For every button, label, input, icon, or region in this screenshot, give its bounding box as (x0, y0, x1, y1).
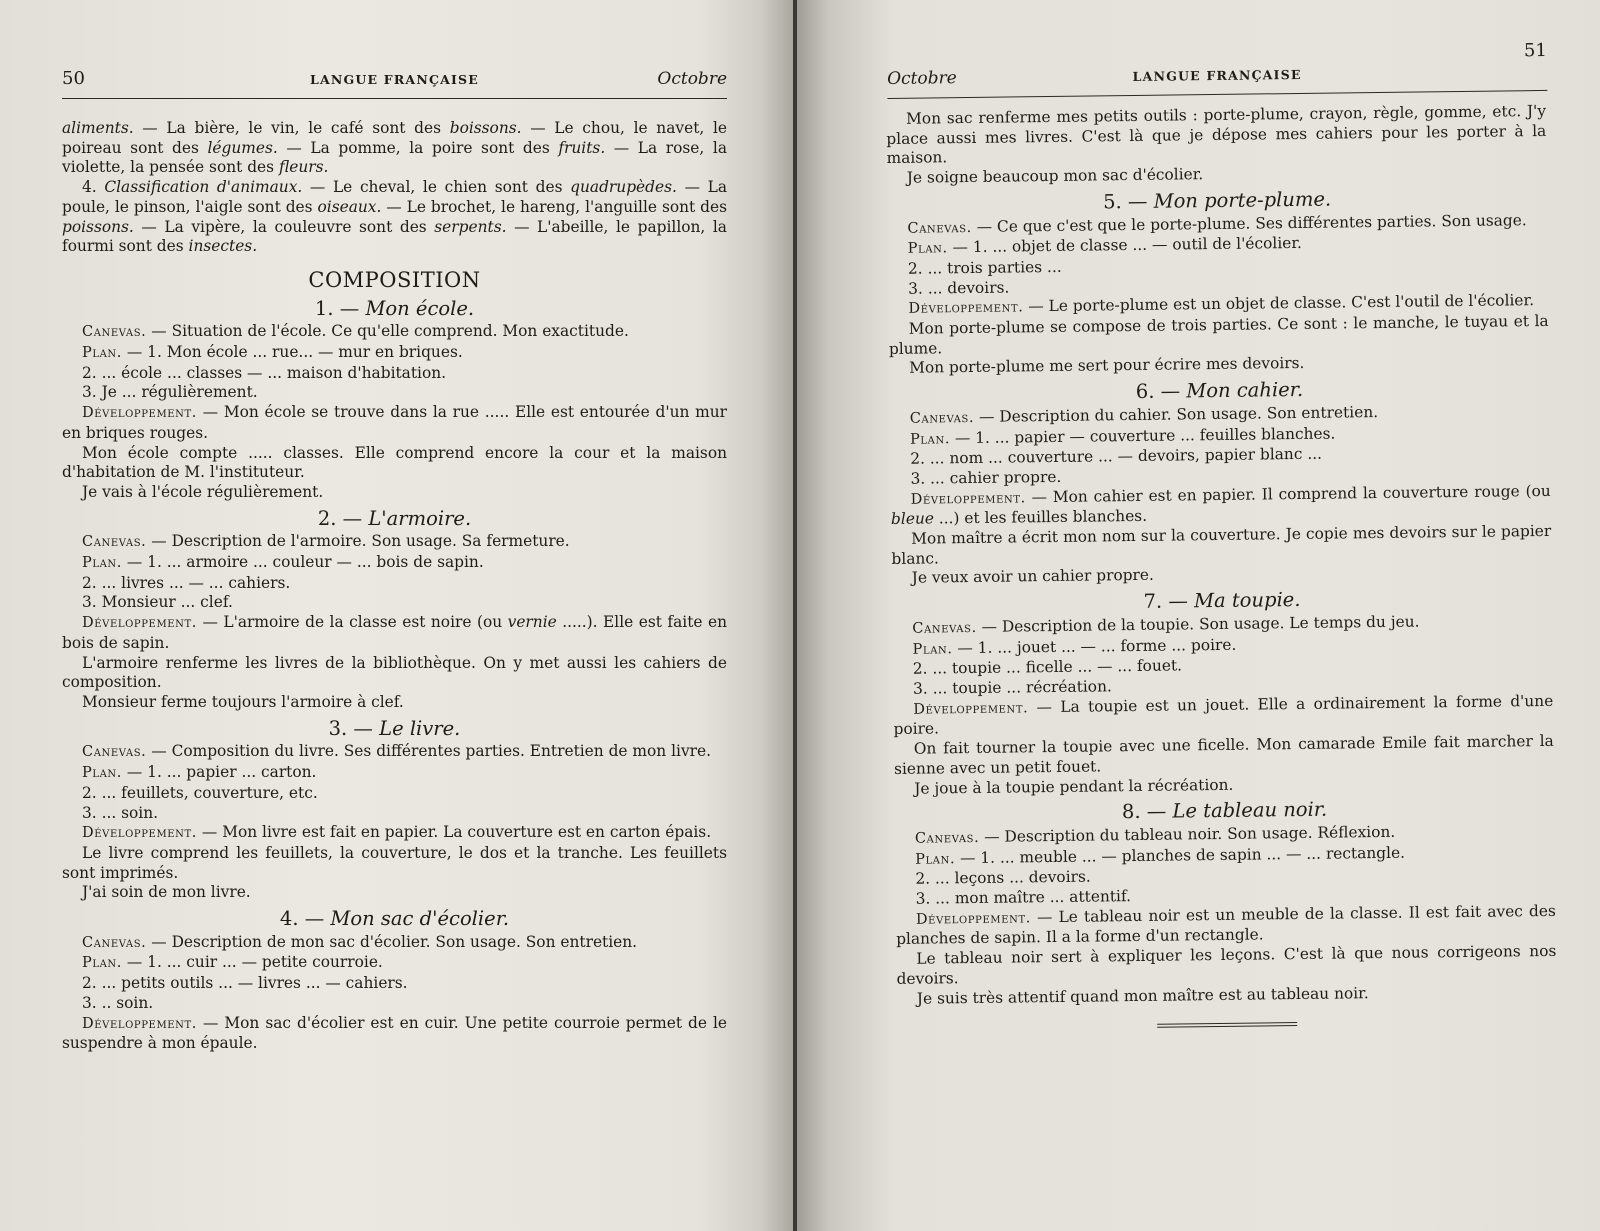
end-rule (1157, 1022, 1297, 1028)
developpement-line: Le livre comprend les feuillets, la couverture, le dos et la tranche. Les feuillets sont imprimés. (62, 843, 727, 882)
composition-heading: 3. — Le livre. (328, 716, 461, 740)
developpement-line: Je suis très attentif quand mon maître est au tableau noir. (916, 983, 1369, 1008)
left-page (0, 0, 793, 1231)
continuation-paragraph: Mon sac renferme mes petits outils : porte-plume, crayon, règle, gomme, etc. J'y place aussi mes livres. C'est là que je dépose mes cahiers pour les porter à la maison. (886, 101, 1547, 168)
right-page-header (887, 39, 1547, 99)
month-label: Octobre (657, 69, 727, 89)
developpement-line: Développement. — Mon école se trouve dans la rue ..... Elle est entourée d'un mur en briques rouges. (62, 403, 727, 442)
developpement-line: Mon porte-plume se compose de trois parties. Ce sont : le manche, le tuyau et la plume. (888, 311, 1549, 358)
plan-line: 2. ... leçons ... devoirs. (915, 867, 1091, 889)
page-number: 50 (62, 68, 85, 89)
composition-heading: 4. — Mon sac d'écolier. (279, 907, 510, 931)
running-head: LANGUE FRANÇAISE (1132, 66, 1302, 84)
plan-line: Plan. — 1. ... armoire ... couleur — ... bois de sapin. (82, 553, 484, 572)
canevas-line: Canevas. — Ce que c'est que le porte-plume. Ses différentes parties. Son usage. (907, 210, 1527, 237)
plan-line: Plan. — 1. ... jouet ... — ... forme ... poire. (912, 635, 1237, 658)
developpement-line: On fait tourner la toupie avec une ficelle. Mon camarade Emile fait marcher la sienne avec un petit fouet. (893, 731, 1554, 778)
page-number: 51 (1523, 39, 1547, 62)
canevas-line: Canevas. — Description du tableau noir. Son usage. Réflexion. (914, 822, 1396, 847)
developpement-line: Je veux avoir un cahier propre. (911, 566, 1154, 588)
right-page-body (886, 102, 1557, 1031)
continuation-paragraph: Je soigne beaucoup mon sac d'écolier. (906, 165, 1204, 187)
developpement-line: J'ai soin de mon livre. (82, 883, 251, 902)
plan-line: 2. ... toupie ... ficelle ... — ... fouet. (912, 656, 1183, 678)
plan-line: 3. ... soin. (82, 803, 159, 822)
plan-line: 3. Monsieur ... clef. (82, 593, 233, 612)
developpement-line: Mon porte-plume me sert pour écrire mes devoirs. (909, 354, 1305, 378)
canevas-line: Canevas. — Description de l'armoire. Son usage. Sa fermeture. (82, 532, 570, 551)
developpement-line: Développement. — Mon sac d'écolier est en cuir. Une petite courroie permet de le suspendre à mon épaule. (62, 1013, 727, 1053)
left-page-body (62, 119, 727, 1054)
composition-heading: 8. — Le tableau noir. (1121, 797, 1328, 824)
developpement-line: Développement. — Le tableau noir est un meuble de la classe. Il est fait avec des planches de sapin. Il a la forme d'un rectangle. (896, 901, 1556, 949)
plan-line: 2. ... feuillets, couverture, etc. (82, 783, 318, 802)
plan-line: 2. ... nom ... couverture ... — devoirs, papier blanc ... (910, 444, 1323, 468)
plan-line: Plan. — 1. Mon école ... rue... — mur en briques. (82, 343, 463, 362)
plan-line: 3. Je ... régulièrement. (82, 383, 258, 402)
developpement-line: Développement. — Mon cahier est en papier. Il comprend la couverture rouge (ou bleue ...) et les feuilles blanches. (890, 481, 1551, 529)
plan-line: 3. ... cahier propre. (910, 467, 1062, 488)
plan-line: Plan. — 1. ... papier — couverture ... feuilles blanches. (909, 424, 1336, 448)
right-page (797, 0, 1600, 1231)
plan-line: 2. ... trois parties ... (907, 257, 1062, 278)
developpement-line: Mon école compte ..... classes. Elle comprend encore la cour et la maison d'habitation de M. l'instituteur. (62, 443, 727, 482)
plan-line: Plan. — 1. ... meuble ... — planches de sapin ... — ... rectangle. (915, 843, 1406, 868)
plan-line: Plan. — 1. ... objet de classe ... — outil de l'écolier. (907, 234, 1302, 257)
running-head: LANGUE FRANÇAISE (309, 72, 479, 87)
canevas-line: Canevas. — Composition du livre. Ses différentes parties. Entretien de mon livre. (82, 742, 711, 761)
plan-line: 3. .. soin. (82, 993, 154, 1012)
developpement-line: Développement. — Mon livre est fait en papier. La couverture est en carton épais. (82, 823, 712, 842)
paragraph-classification-animals: 4. Classification d'animaux. — Le cheval, le chien sont des quadrupèdes. — La poule, le pinson, l'aigle sont des oiseaux. — Le brochet, le hareng, l'anguille sont des poissons. — La vipère, la couleuvre sont des serpents. — L'abeille, le papillon, la fourmi sont des insectes. (62, 178, 728, 256)
composition-heading: 7. — Ma toupie. (1143, 588, 1301, 614)
composition-heading: 2. — L'armoire. (317, 506, 472, 530)
paragraph-classification-objects: aliments. — La bière, le vin, le café sont des boissons. — Le chou, le navet, le poireau sont des légumes. — La pomme, la poire sont des fruits. — La rose, la violette, la pensée sont des fleurs. (62, 119, 727, 177)
composition-heading: 6. — Mon cahier. (1135, 378, 1304, 404)
month-label: Octobre (887, 68, 957, 89)
left-page-header (62, 66, 727, 99)
plan-line: Plan. — 1. ... cuir ... — petite courroie. (82, 953, 383, 972)
developpement-line: Je joue à la toupie pendant la récréation. (914, 775, 1234, 798)
developpement-line: Je vais à l'école régulièrement. (82, 482, 324, 501)
plan-line: 2. ... livres ... — ... cahiers. (82, 573, 291, 592)
developpement-line: Développement. — L'armoire de la classe est noire (ou vernie .....). Elle est faite en bois de sapin. (62, 613, 727, 652)
plan-line: 2. ... petits outils ... — livres ... — cahiers. (82, 974, 408, 993)
composition-heading: 5. — Mon porte-plume. (1102, 187, 1332, 214)
developpement-line: Le tableau noir sert à expliquer les leçons. C'est là que nous corrigeons nos devoirs. (896, 941, 1557, 988)
plan-line: 2. ... école ... classes — ... maison d'habitation. (82, 363, 447, 382)
developpement-line: Mon maître a écrit mon nom sur la couverture. Je copie mes devoirs sur le papier blanc. (891, 521, 1552, 568)
developpement-line: Monsieur ferme toujours l'armoire à clef. (82, 692, 404, 711)
developpement-line: Développement. — La toupie est un jouet. Elle a ordinairement la forme d'une poire. (893, 691, 1554, 739)
canevas-line: Canevas. — Situation de l'école. Ce qu'elle comprend. Mon exactitude. (82, 322, 629, 341)
canevas-line: Canevas. — Description de la toupie. Son usage. Le temps du jeu. (912, 612, 1420, 637)
developpement-line: L'armoire renferme les livres de la bibliothèque. On y met aussi les cahiers de composition. (62, 653, 727, 692)
plan-line: 3. ... toupie ... récréation. (912, 677, 1112, 698)
canevas-line: Canevas. — Description du cahier. Son usage. Son entretien. (909, 402, 1379, 427)
canevas-line: Canevas. — Description de mon sac d'écolier. Son usage. Son entretien. (82, 932, 638, 951)
plan-line: Plan. — 1. ... papier ... carton. (82, 763, 317, 782)
developpement-line: Développement. — Le porte-plume est un objet de classe. C'est l'outil de l'écolier. (908, 291, 1535, 318)
plan-line: 3. ... mon maître ... attentif. (915, 887, 1132, 908)
composition-heading: 1. — Mon école. (314, 296, 475, 320)
plan-line: 3. ... devoirs. (908, 278, 1010, 298)
section-title: COMPOSITION (308, 267, 481, 292)
